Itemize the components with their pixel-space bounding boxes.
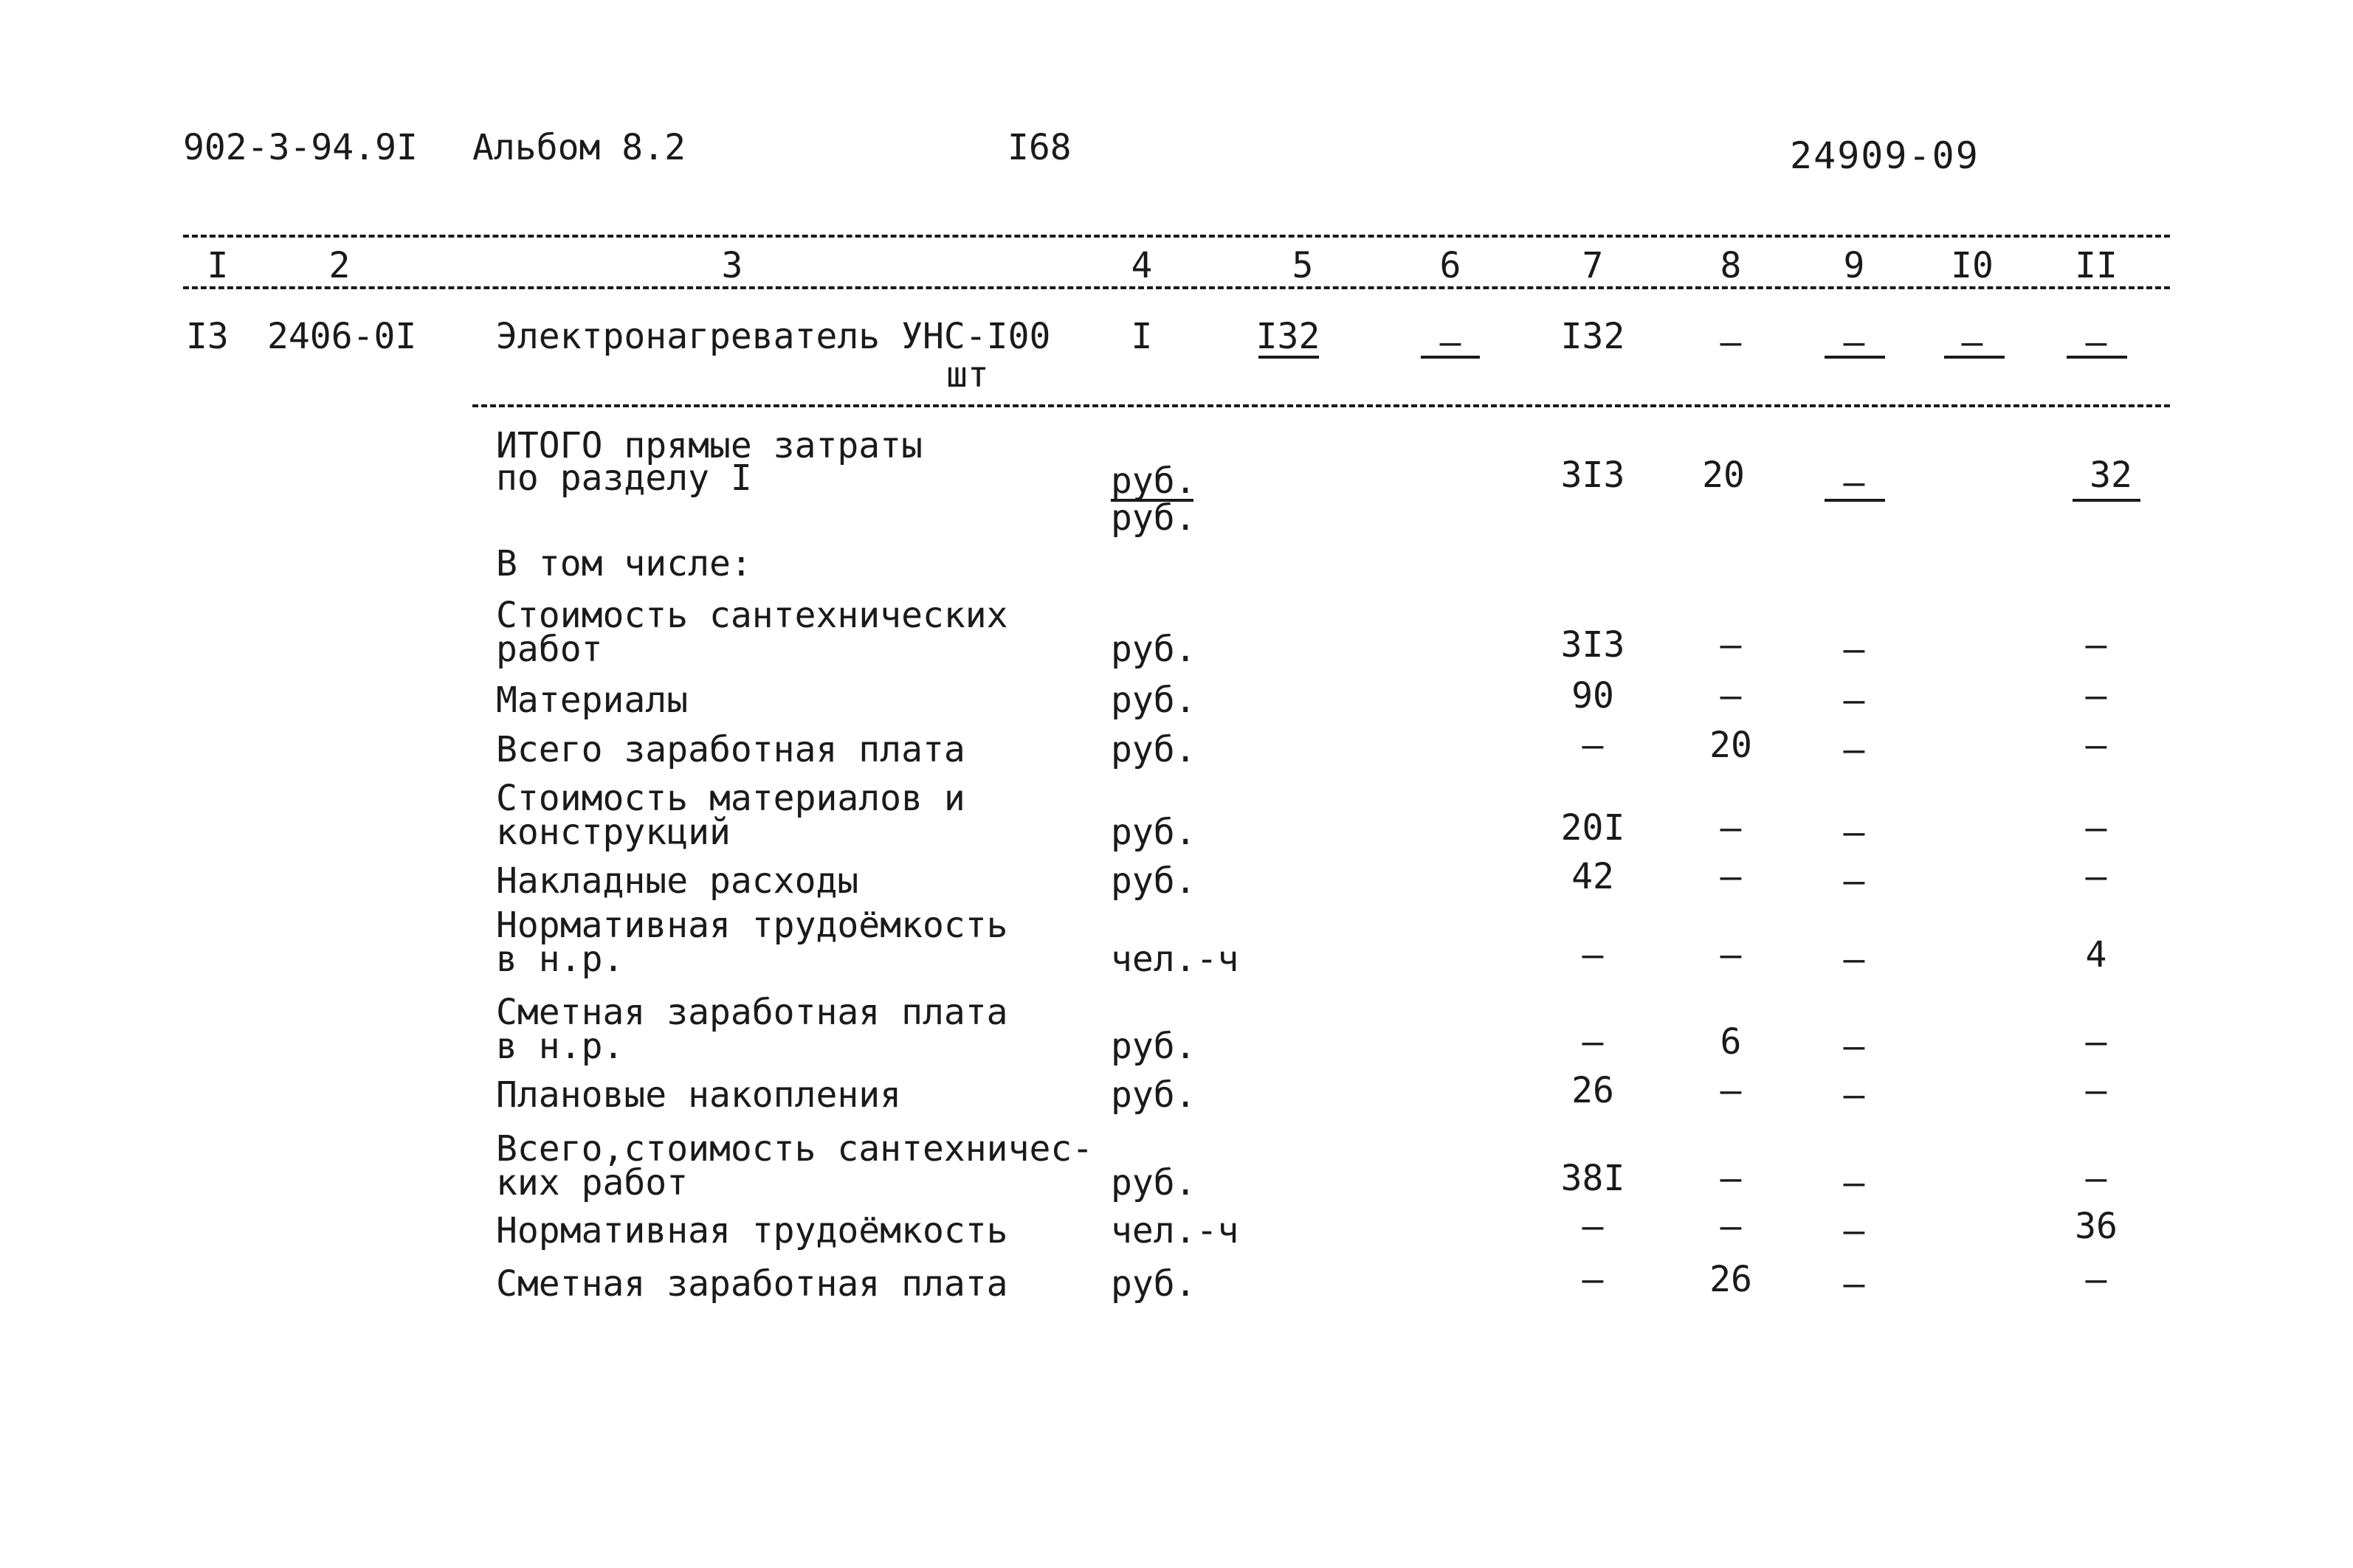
row-label: Всего заработная плата [496,729,965,770]
row-col8: – [1720,1206,1742,1247]
row-label-continuation: в н.р. [496,1026,624,1067]
row-col11: 36 [2075,1206,2118,1247]
row-unit: руб. [1111,629,1196,670]
row-col9: – [1843,812,1865,853]
row-col11: – [2085,624,2107,666]
item-col9: – [1843,322,1865,363]
item-quantity: I [1131,316,1153,357]
item-col11: – [2085,322,2107,363]
row-col11: – [2085,856,2107,897]
row-col8: – [1720,807,1742,849]
row-col7: – [1582,1021,1604,1063]
row-unit: руб. [1111,680,1196,721]
row-col9: – [1843,680,1865,721]
row-col7: – [1582,934,1604,975]
row-label: Нормативная трудоёмкость [496,1210,1008,1251]
row-unit: чел.-ч [1111,939,1239,980]
row-col11: – [2085,1021,2107,1063]
column-header: I0 [1951,245,1994,286]
row-label: Накладные расходы [496,860,859,902]
row-unit: руб. [1111,729,1196,770]
item-total: I32 [1560,316,1625,357]
row-label: Плановые накопления [496,1074,902,1116]
item-number: I3 [186,316,229,357]
total-label-line1: ИТОГО прямые затраты [496,425,923,466]
column-header: 3 [721,245,743,286]
row-col7: – [1582,725,1604,766]
in-that-number-label: В том числе: [496,543,752,584]
total-unit-bottom: руб. [1111,497,1196,539]
row-col11: – [2085,725,2107,766]
column-header: II [2075,245,2118,286]
header-bottom-rule [183,286,2170,289]
row-col9: – [1843,1162,1865,1203]
item-code: 2406-0I [267,316,417,357]
row-unit: руб. [1111,1026,1196,1067]
row-col8: 6 [1720,1021,1742,1063]
row-col7: 20I [1560,807,1625,849]
row-unit: руб. [1111,812,1196,853]
row-col11: – [2085,1259,2107,1300]
row-col8: – [1720,1158,1742,1199]
total-col7: 3I3 [1560,455,1625,496]
row-col9: – [1843,860,1865,902]
row-col11: 4 [2085,934,2107,975]
total-col11: 32 [2090,455,2132,496]
section-divider [472,404,2170,407]
column-header: 7 [1582,245,1604,286]
row-col9: – [1843,1074,1865,1116]
item-col10: – [1961,322,1983,363]
row-col7: 38I [1560,1158,1625,1199]
row-label: Сметная заработная плата [496,992,1008,1033]
total-unit-top: руб. [1111,460,1196,502]
row-label-continuation: ких работ [496,1162,689,1203]
row-unit: руб. [1111,1162,1196,1203]
column-header: 9 [1843,245,1865,286]
row-label: Нормативная трудоёмкость [496,905,1008,946]
row-label: Сметная заработная плата [496,1263,1008,1305]
row-col8: 26 [1709,1259,1752,1300]
row-col11: – [2085,675,2107,716]
row-col8: – [1720,624,1742,666]
item-name: Электронагреватель УНС-I00 [496,316,1051,357]
total-col9: – [1843,462,1865,503]
row-col7: – [1582,1206,1604,1247]
page-number: I68 [1007,127,1072,168]
row-col9: – [1843,939,1865,980]
row-col7: 3I3 [1560,624,1625,666]
row-col9: – [1843,1263,1865,1305]
row-col7: 26 [1571,1070,1614,1111]
row-col9: – [1843,629,1865,670]
column-header: I [207,245,229,286]
row-col8: 20 [1709,725,1752,766]
document-id: 24909-09 [1790,134,1980,177]
row-col8: – [1720,934,1742,975]
album-label: Альбом 8.2 [472,127,686,168]
fraction-bar [1825,499,1885,502]
row-unit: чел.-ч [1111,1210,1239,1251]
row-col8: – [1720,856,1742,897]
column-header: 5 [1292,245,1314,286]
fraction-bar [1258,356,1319,359]
row-label-continuation: конструкций [496,812,731,853]
row-label-continuation: работ [496,629,603,670]
column-header: 8 [1720,245,1742,286]
row-label: Материалы [496,680,689,721]
fraction-bar [2067,356,2127,359]
row-unit: руб. [1111,1263,1196,1305]
row-label: Стоимость материалов и [496,778,965,819]
fraction-bar [1944,356,2005,359]
column-header: 2 [328,245,351,286]
header-top-rule [183,235,2170,238]
row-unit: руб. [1111,860,1196,902]
row-col11: – [2085,1070,2107,1111]
row-col8: – [1720,675,1742,716]
document-code: 902-3-94.9I [183,127,418,168]
row-col9: – [1843,729,1865,770]
row-col9: – [1843,1026,1865,1067]
total-col8: 20 [1702,455,1745,496]
fraction-bar [1825,356,1885,359]
fraction-bar [1421,356,1480,359]
row-label: Всего,стоимость сантехничес- [496,1128,1094,1170]
column-header: 6 [1439,245,1461,286]
item-col8: – [1720,322,1742,363]
row-col7: 42 [1571,856,1614,897]
item-col6: – [1439,322,1461,363]
item-unit: шт [946,354,989,396]
row-col9: – [1843,1210,1865,1251]
total-label-line2: по разделу I [496,457,752,499]
row-unit: руб. [1111,1074,1196,1116]
row-col7: – [1582,1259,1604,1300]
row-col8: – [1720,1070,1742,1111]
item-unit-price: I32 [1255,316,1320,357]
row-col11: – [2085,807,2107,849]
fraction-bar [2073,499,2140,502]
row-col11: – [2085,1158,2107,1199]
column-header: 4 [1131,245,1153,286]
row-col7: 90 [1571,675,1614,716]
row-label: Стоимость сантехнических [496,595,1008,636]
row-label-continuation: в н.р. [496,939,624,980]
